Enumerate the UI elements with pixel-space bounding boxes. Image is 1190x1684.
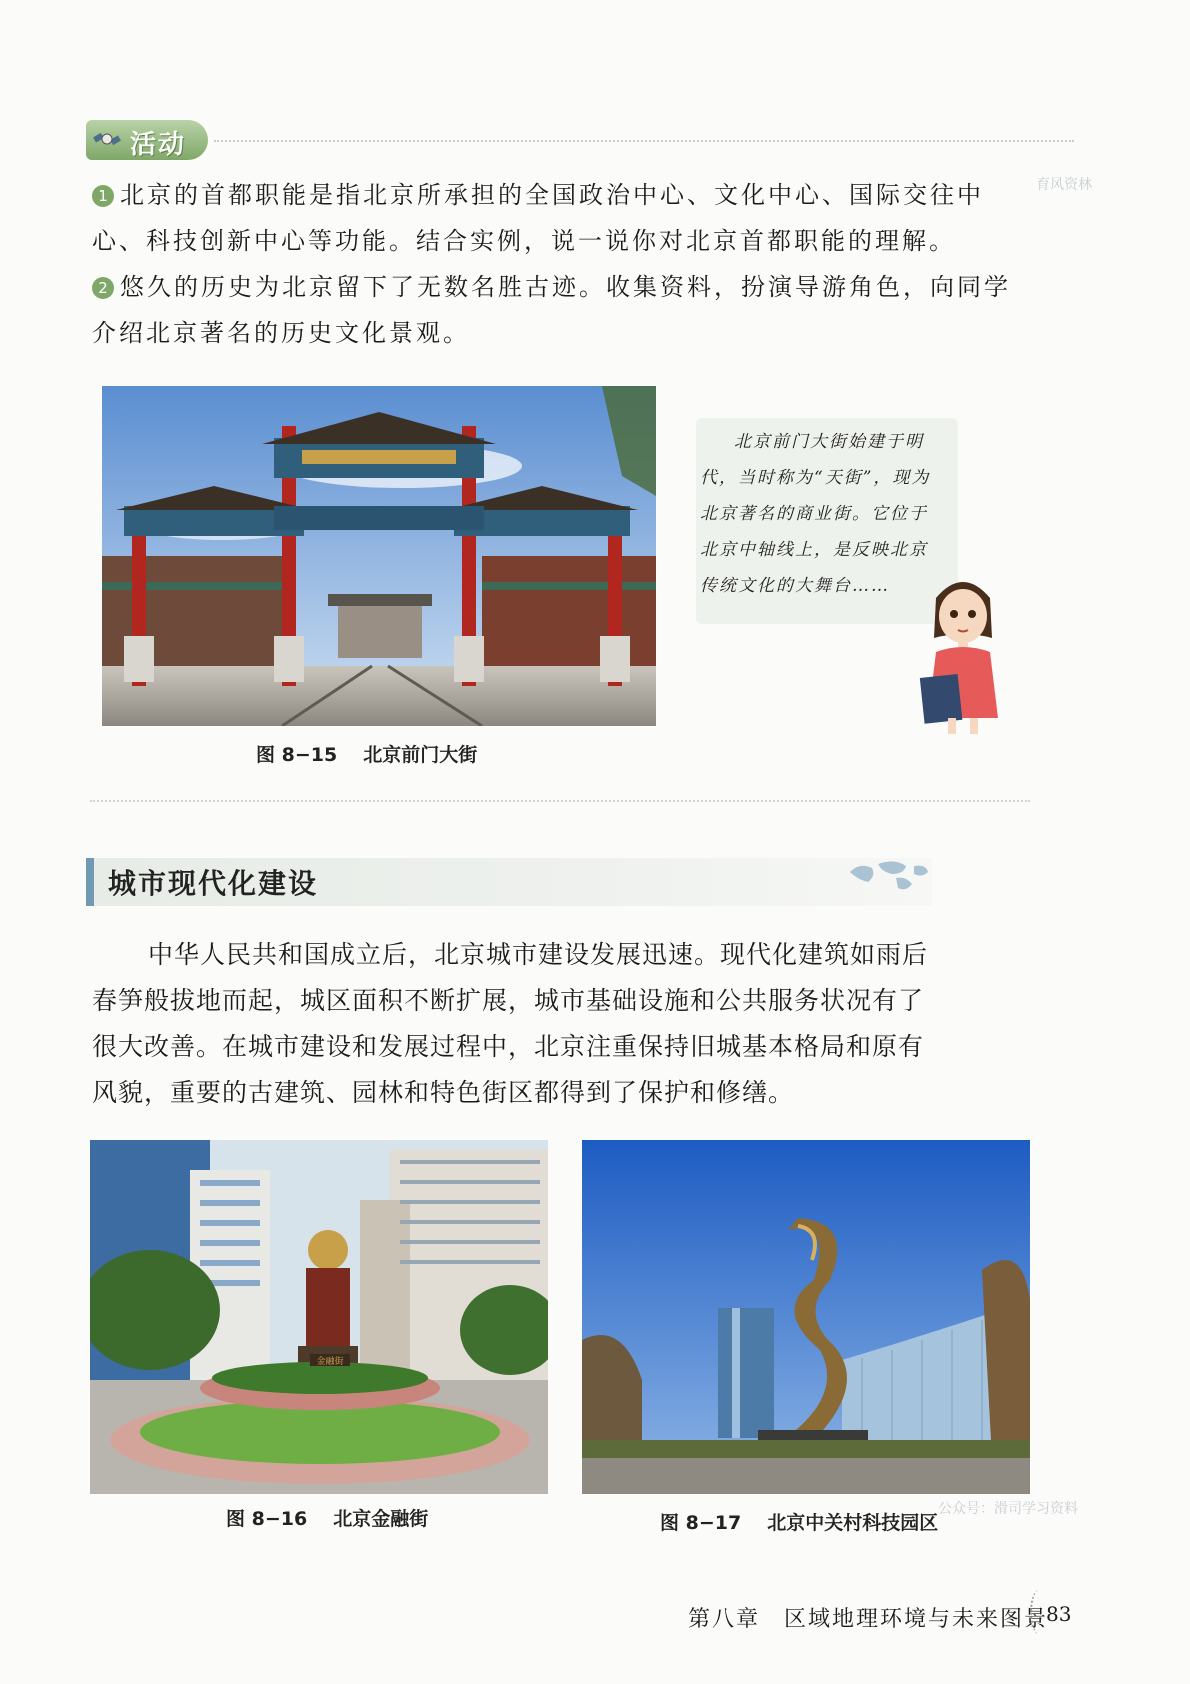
activity-label: 活动 [130,130,187,160]
activity-item-2-text: 悠久的历史为北京留下了无数名胜古迹。收集资料，扮演导游角色，向同学介绍北京著名的历史文化景观。 [92,273,1011,347]
chapter-footer: 第八章 区域地理环境与未来图景 [688,1607,1049,1632]
note-line: 北京著名的商业街。它位于 [700,504,928,524]
activity-item-1 [92,172,1030,264]
activity-divider [214,140,1074,142]
section-paragraph: 中华人民共和国成立后，北京城市建设发展迅速。现代化建筑如雨后春笋般拔地而起，城区面积不断扩展，城市基础设施和公共服务状况有了很大改善。在城市建设和发展过程中，北京注重保持旧城基本格局和原有风貌，重要的古建筑、园林和特色街区都得到了保护和修缮。 [92,940,929,1107]
figure-17-caption [660,1508,964,1535]
financial-street-sign: 金融街 [316,1357,344,1367]
note-line: 代，当时称为“天街”，现为 [700,468,931,488]
activity-badge [86,120,208,160]
satellite-icon [92,124,122,154]
section-divider [90,800,1030,802]
figure-16-number: 图 8−16 [226,1508,308,1530]
girl-guide-illustration [918,568,1008,734]
photo-zhongguancun [582,1140,1030,1494]
photo-financial-street [90,1140,548,1494]
activity-item-2 [92,264,1030,356]
watermark-top: 育风资林 [1036,177,1092,193]
item-number-badge: 1 [92,185,114,207]
photo-qianmen-street [102,386,656,726]
world-map-icon [846,856,930,898]
note-line: 传统文化的大舞台…… [700,576,890,596]
figure-17-number: 图 8−17 [660,1512,742,1534]
item-number-badge: 2 [92,277,114,299]
note-line: 北京中轴线上，是反映北京 [700,540,928,560]
note-line: 北京前门大街始建于明 [734,432,924,452]
figure-15-title: 北京前门大街 [363,744,478,766]
activity-item-1-text: 北京的首都职能是指北京所承担的全国政治中心、文化中心、国际交往中心、科技创新中心等功能。结合实例，说一说你对北京首都职能的理解。 [92,181,984,255]
activity-header [86,120,1076,160]
figure-17-title: 北京中关村科技园区 [767,1512,939,1534]
watermark-bottom: 公众号：滑司学习资料 [938,1501,1078,1517]
figure-16-title: 北京金融街 [333,1508,429,1530]
figure-16-caption [226,1504,454,1531]
figure-15-caption [256,740,503,767]
section-title: 城市现代化建设 [108,867,319,900]
page-number: 83 [1046,1602,1072,1626]
section-title-accent [86,858,94,906]
figure-15-number: 图 8−15 [256,744,338,766]
